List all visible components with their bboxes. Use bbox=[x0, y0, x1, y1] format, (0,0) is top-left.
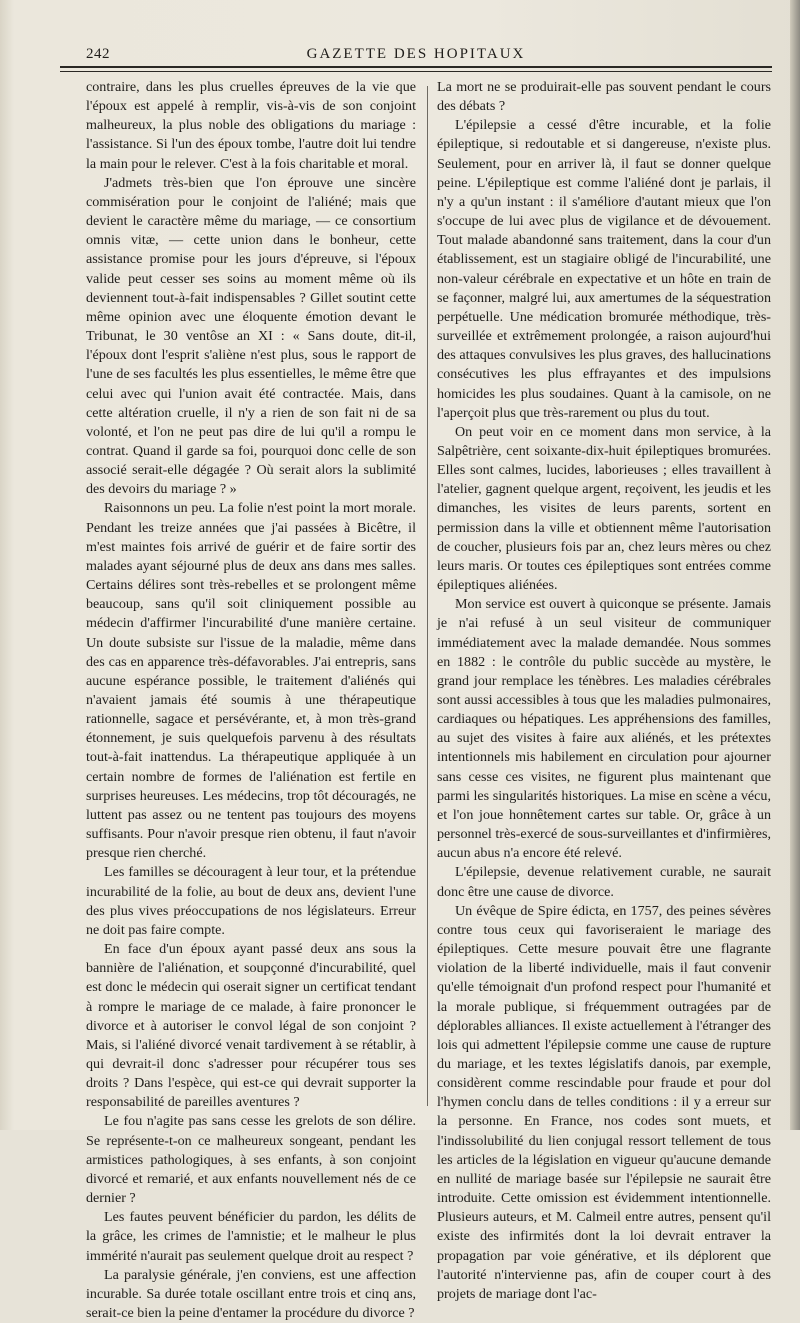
paragraph: Un évêque de Spire édicta, en 1757, des peines sévères contre tous ceux qui favoriseraient le mariage des épileptiques. Cette mesure pouvait être une flagrante violation de la liberté individuelle, mais il faut convenir qu'elle témoignait d'un profond respect pour l'humanité et la morale publique, si fréquemment outragées par de déplorables alliances. Il existe actuellement à l'étranger des lois qui admettent l'épilepsie comme une cause de rupture du mariage, et les textes législatifs danois, par exemple, considèrent comme rescindable pour fraude et pour dol l'hymen conclu dans de telles conditions : il y a erreur sur la personne. En France, nos codes sont muets, et l'indissolubilité du lien conjugal ressort tellement de tous les articles de la législation en vigueur qu'aucune demande en nullité de mariage basée sur l'épilepsie ne saurait être introduite. Cette omission est évidemment intentionnelle. Plusieurs auteurs, et M. Calmeil entre autres, pensent qu'il existe des infirmités dont la loi devrait entraver la propagation par voie générative, et ils déplorent que l'autorité n'intervienne pas, afin de couper court à des projets de mariage dont l'ac- bbox=[437, 902, 771, 1302]
paragraph: On peut voir en ce moment dans mon service, à la Salpêtrière, cent soixante-dix-huit épileptiques bromurées. Elles sont calmes, lucides, laborieuses ; elles travaillent à l'atelier, gagnent quelque argent, reçoivent, les jeudis et les dimanches, les visites de leurs parents, sortent en permission dans la ville et obtiennent même l'autorisation de coucher, plusieurs fois par an, chez leurs mères ou chez leurs maris. Or toutes ces épileptiques sont entrées comme épileptiques aliénées. bbox=[437, 423, 771, 594]
paragraph: contraire, dans les plus cruelles épreuves de la vie que l'époux est appelé à remplir, vis-à-vis de son conjoint malheureux, la plus noble des obligations du mariage : l'assistance. Si l'un des époux tombe, l'autre doit lui tendre la main pour le relever. C'est à la fois charitable et moral. bbox=[86, 79, 416, 172]
header-rule-thick bbox=[60, 66, 772, 68]
left-column bbox=[86, 78, 416, 1323]
paragraph: Le fou n'agite pas sans cesse les grelots de son délire. Se représente-t-on ce malheureux songeant, pendant les armistices pathologiques, à ses enfants, à son conjoint divorcé et remarié, et aux enfants nouvellement nés de ce dernier ? bbox=[86, 1113, 416, 1207]
journal-title: GAZETTE DES HOPITAUX bbox=[306, 46, 526, 62]
paragraph: Mon service est ouvert à quiconque se présente. Jamais je n'ai refusé à un seul visiteur de communiquer immédiatement avec la malade demandée. Nous sommes en 1882 : le contrôle du public succède au mystère, le grand jour remplace les ténèbres. Les maladies cérébrales sont aussi accessibles à tous que les maladies pulmonaires, cardiaques ou hépatiques. Les appréhensions des familles, au sujet des visites à faire aux aliénés, et les prétextes intentionnels mis habilement en circulation pour ajourner sans cesse ces visites, ne figurent plus maintenant que parmi les singularités historiques. La mise en scène a vécu, et l'on joue honnêtement cartes sur table. Or, grâce à un personnel très-exercé de sous-surveillantes et d'infirmières, aucun abus n'a encore été relevé. bbox=[437, 596, 771, 862]
column-divider bbox=[427, 86, 428, 1106]
paragraph: Les familles se découragent à leur tour, et la prétendue incurabilité de la folie, au bout de deux ans, devient l'une des plus vives préoccupations de nos législateurs. Erreur ne doit pas faire compte. bbox=[86, 864, 416, 938]
paragraph: La mort ne se produirait-elle pas souvent pendant le cours des débats ? bbox=[437, 79, 771, 115]
paragraph: Les fautes peuvent bénéficier du pardon, les délits de la grâce, les crimes de l'amnistie; et le malheur le plus immérité n'aurait pas seulement quelque droit au respect ? bbox=[86, 1209, 416, 1264]
right-column bbox=[437, 78, 771, 1304]
page-edge-shadow bbox=[790, 0, 800, 1130]
paragraph: Raisonnons un peu. La folie n'est point la mort morale. Pendant les treize années que j'ai passées à Bicêtre, il m'est maintes fois arrivé de guérir et de faire sortir des malades ayant séjourné plus de deux ans dans mes salles. Certains délires sont très-rebelles et se prolongent même beaucoup, sans qu'il soit cliniquement possible au médecin d'affirmer l'incurabilité d'une manière certaine. Un doute subsiste sur l'issue de la maladie, même dans des cas en apparence très-défavorables. J'ai entrepris, sans aucune espérance possible, le traitement d'aliénés qui n'avaient jamais été soumis à une thérapeutique rationnelle, sagace et persévérante, et, à mon très-grand étonnement, je suis quelquefois parvenu à des résultats tout-à-fait inattendus. La thérapeutique appliquée à un certain nombre de formes de l'aliénation est fertile en surprises heureuses. Les médecins, trop tôt découragés, ne luttent pas assez ou ne tentent pas toujours des moyens suffisants. Pour n'avoir presque rien obtenu, il faut n'avoir presque rien cherché. bbox=[86, 500, 416, 862]
paragraph: L'épilepsie a cessé d'être incurable, et la folie épileptique, si redoutable et si dangereuse, n'existe plus. Seulement, pour en arriver là, il faut se donner quelque peine. L'épileptique est comme l'aliéné dont je parlais, il n'y a qu'un instant : il s'améliore d'autant mieux que l'on s'occupe de lui avec plus de vigilance et de dévouement. Tout malade abandonné sans traitement, dans la cour d'un établissement, est un stagiaire obligé de l'incurabilité, une non-valeur cérébrale en expectative et un hôte en train de se façonner, malgré lui, aux amertumes de la séquestration perpétuelle. Une médication bromurée méthodique, très-surveillée et extrêmement prolongée, a raison aujourd'hui des attaques convulsives les plus graves, des hallucinations consécutives les plus effrayantes et des impulsions homicides les plus soudaines. Quant à la camisole, on ne l'aperçoit plus que très-rarement ou plus du tout. bbox=[437, 117, 771, 421]
paragraph: J'admets très-bien que l'on éprouve une sincère commisération pour le conjoint de l'aliéné; mais que devient le caractère même du mariage, — ce consortium omnis vitæ, — cette union dans le bonheur, cette assistance promise pour les jours d'épreuve, si l'époux valide peut cesser ses soins au moment même où ils deviennent tout-à-fait indispensables ? Gillet soutint cette même opinion avec une éloquente émotion devant le Tribunat, le 30 ventôse an XI : « Sans doute, dit-il, l'époux dont l'esprit s'aliène n'est plus, sous le rapport de l'une de ses facultés les plus essentielles, le même être que celui avec qui l'union avait été contractée. Mais, dans cette altération cruelle, il n'y a rien de son fait ni de sa volonté, et l'on ne peut pas dire de lui qu'il a rompu le contrat. Quand il garde sa foi, pourquoi donc celle de son associé serait-elle dégagée ? Où serait alors la sublimité des devoirs du mariage ? » bbox=[86, 174, 416, 498]
header-rule-thin bbox=[60, 71, 772, 72]
paragraph: En face d'un époux ayant passé deux ans sous la bannière de l'aliénation, et soupçonné d'incurabilité, quel est donc le médecin qui oserait signer un certificat tendant à rompre le mariage de ce malade, à faire prononcer le divorce et à autoriser le convol légal de son conjoint ? Mais, si l'aliéné divorcé venait tardivement à se rétablir, à qui devrait-il donc s'adresser pour récupérer tous ses droits ? Dans l'espèce, qui est-ce qui devrait supporter la responsabilité de pareilles aventures ? bbox=[86, 941, 416, 1111]
paragraph: L'épilepsie, devenue relativement curable, ne saurait donc être une cause de divorce. bbox=[437, 864, 771, 900]
page-number: 242 bbox=[86, 46, 110, 62]
paragraph: La paralysie générale, j'en conviens, est une affection incurable. Sa durée totale oscillant entre trois et cinq ans, serait-ce bien la peine d'entamer la procédure du divorce ? bbox=[86, 1266, 416, 1321]
